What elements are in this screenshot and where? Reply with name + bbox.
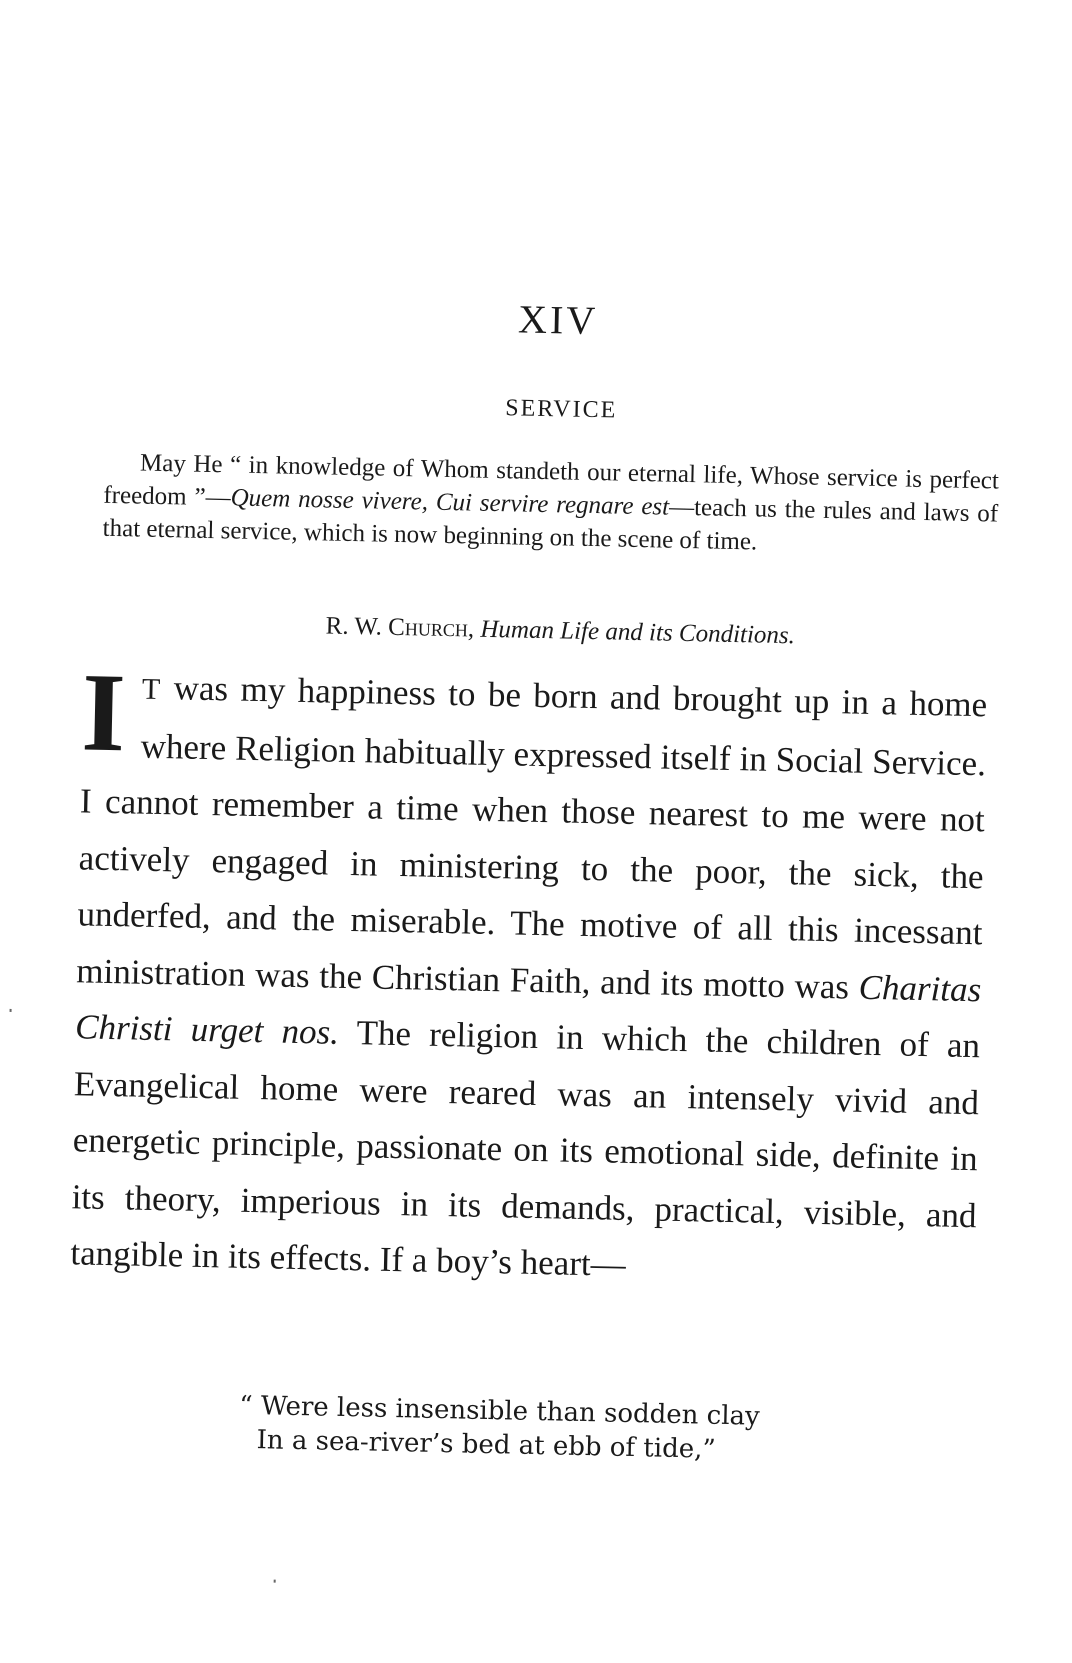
- drop-cap: I: [80, 650, 127, 776]
- epigraph-latin: Quem nosse vivere, Cui servire regnare est: [230, 484, 670, 521]
- epigraph-attribution: [325, 612, 795, 650]
- chapter-title: SERVICE: [504, 395, 618, 424]
- verse-line-1: “ Were less insensible than sodden clay: [239, 1390, 761, 1432]
- body-paragraph: [70, 650, 988, 1300]
- verse-quote: [238, 1389, 760, 1468]
- epigraph-text-end: —teach us the rules and laws of that eternal service, which is now beginning on the scene of time.: [102, 493, 999, 556]
- epigraph-quote: [102, 446, 999, 564]
- body-text-start: was my happiness to be born and brought up in a home where Religion habitually expressed itself in Social Service. I cannot remember a time when those nearest to me were not actively engaged in ministering to the poor, the sick, the underfed, and the miserable. The motive of all this incessant ministration was the Christian Faith, and its motto was: [76, 668, 988, 1007]
- epigraph-work: Human Life and its Conditions.: [480, 615, 796, 650]
- print-speck: [274, 1580, 276, 1583]
- chapter-number: XIV: [517, 296, 599, 344]
- print-speck-left: [10, 1009, 12, 1012]
- epigraph-text-start: May He “ in knowledge of Whom standeth our eternal life, Whose service is perfect freedom ”—: [103, 449, 1000, 512]
- epigraph-author: R. W. Church,: [325, 612, 475, 643]
- first-word: T: [141, 672, 162, 707]
- verse-line-2: In a sea-river’s bed at ebb of tide,”: [256, 1425, 717, 1465]
- body-text: [70, 650, 988, 1300]
- body-text-end: The religion in which the children of an Evangelical home were reared was an intensely vivid and energetic principle, passionate on its emotional side, definite in its theory, imperious in its demands, practical, visible, and tangible in its effects. If a boy’s heart—: [70, 1012, 981, 1284]
- epigraph: [102, 446, 999, 564]
- latin-motto: Charitas Christi urget nos.: [74, 967, 982, 1052]
